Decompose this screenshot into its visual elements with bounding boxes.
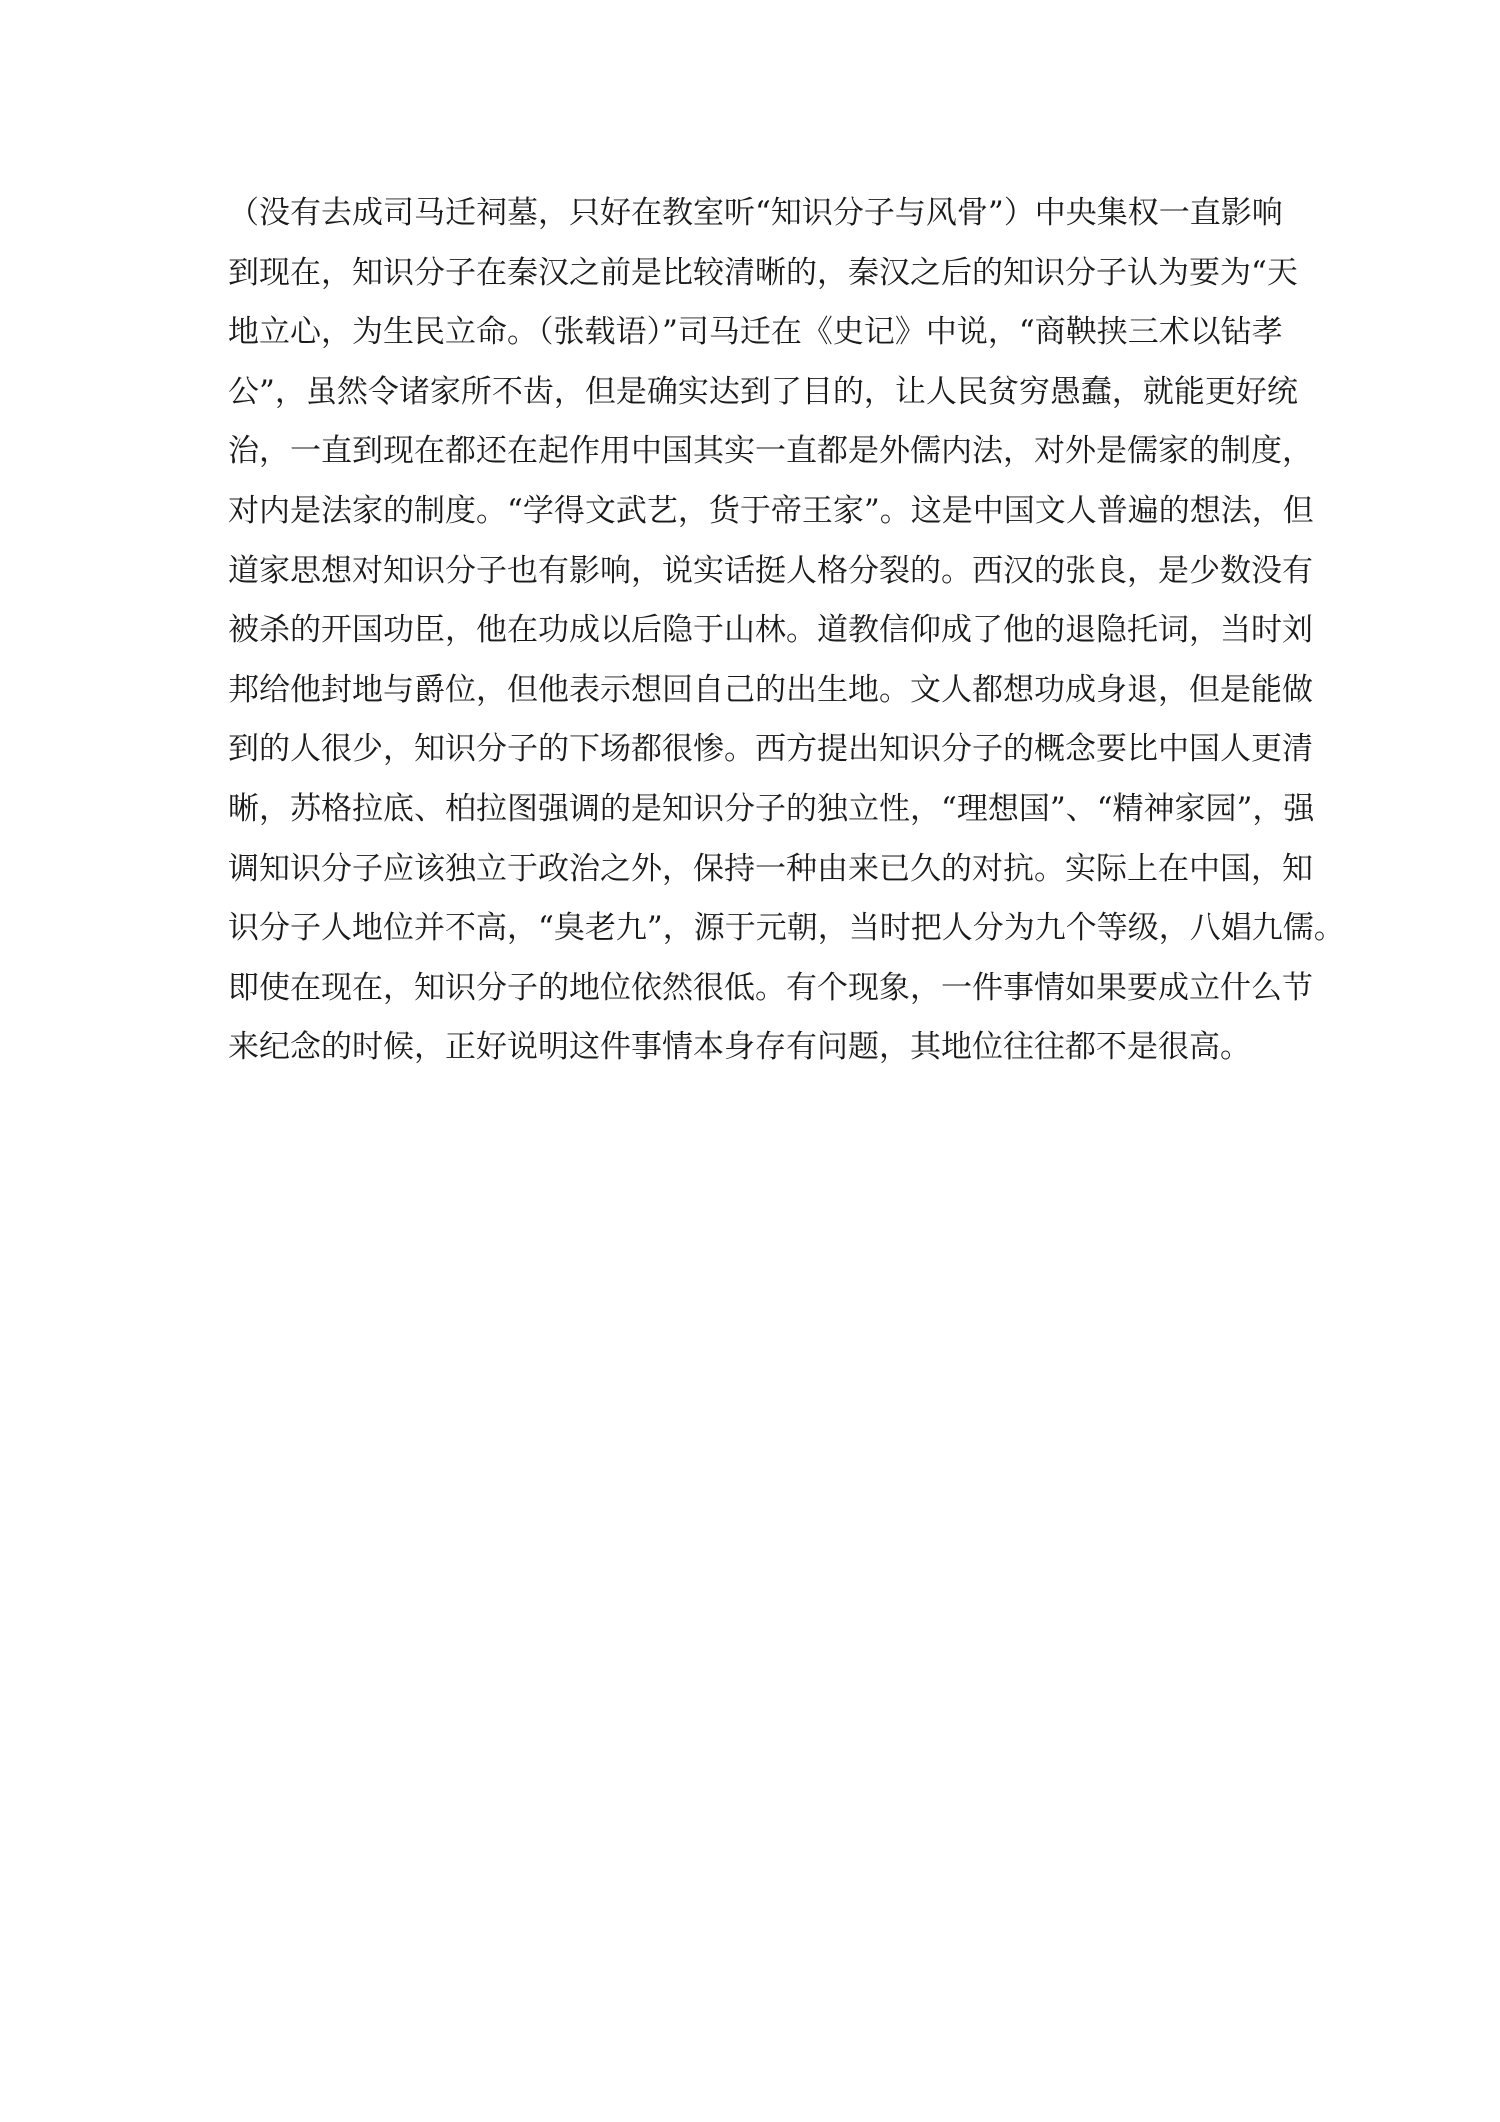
paragraph-line: 晰，苏格拉底、柏拉图强调的是知识分子的独立性，“理想国”、“精神家园”，强 xyxy=(228,790,1315,827)
paragraph-line: 邦给他封地与爵位，但他表示想回自己的出生地。文人都想功成身退，但是能做 xyxy=(228,671,1313,708)
paragraph-line: 治，一直到现在都还在起作用中国其实一直都是外儒内法，对外是儒家的制度， xyxy=(228,433,1313,470)
paragraph-line: 被杀的开国功臣，他在功成以后隐于山林。道教信仰成了他的退隐托词，当时刘 xyxy=(228,612,1313,649)
paragraph-line: 即使在现在，知识分子的地位依然很低。有个现象，一件事情如果要成立什么节 xyxy=(228,969,1313,1006)
paragraph-line: 道家思想对知识分子也有影响，说实话挺人格分裂的。西汉的张良，是少数没有 xyxy=(228,552,1313,589)
paragraph-line: 地立心，为生民立命。（张载语）”司马迁在《史记》中说，“商鞅挟三术以钻孝 xyxy=(228,314,1283,351)
paragraph-line: 到的人很少，知识分子的下场都很惨。西方提出知识分子的概念要比中国人更清 xyxy=(228,731,1313,768)
body-paragraph xyxy=(228,190,1345,1084)
paragraph-line: 对内是法家的制度。“学得文武艺，货于帝王家”。这是中国文人普遍的想法，但 xyxy=(228,492,1314,529)
paragraph-line: 来纪念的时候，正好说明这件事情本身存有问题，其地位往往都不是很高。 xyxy=(228,1029,1251,1066)
paragraph-line: （没有去成司马迁祠墓，只好在教室听“知识分子与风骨”）中央集权一直影响 xyxy=(228,195,1283,231)
paragraph-line: 调知识分子应该独立于政治之外，保持一种由来已久的对抗。实际上在中国，知 xyxy=(228,850,1313,887)
paragraph-line: 识分子人地位并不高，“臭老九”，源于元朝，当时把人分为九个等级，八娼九儒。 xyxy=(228,910,1345,947)
paragraph-line: 公”，虽然令诸家所不齿，但是确实达到了目的，让人民贫穷愚蠢，就能更好统 xyxy=(228,373,1298,410)
paragraph-line: 到现在，知识分子在秦汉之前是比较清晰的，秦汉之后的知识分子认为要为“天 xyxy=(228,254,1298,291)
